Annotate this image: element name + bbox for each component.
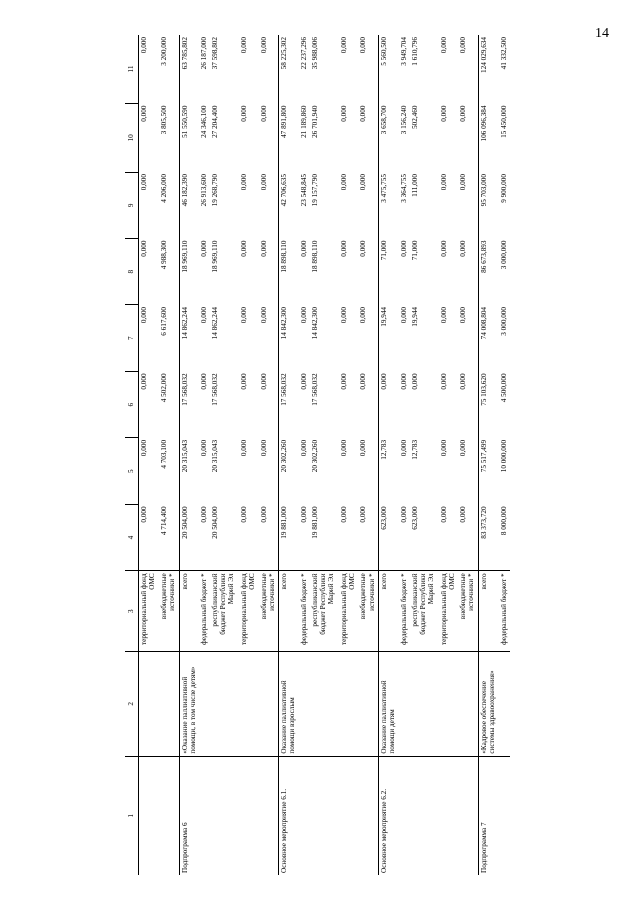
table-row (379, 35, 399, 875)
value-cell: 0,000 (200, 373, 209, 390)
value-cell: 124 029,634 (479, 35, 499, 104)
value-cell: 0,000 (459, 174, 468, 191)
program-title-cell: «Кадровое обеспечение системы здравоохранения» (479, 651, 499, 756)
program-name-cell: Основное мероприятие 6.2. (379, 756, 399, 875)
program-title-cell: «Оказание паллиативной помощи, в том числе детям» (179, 651, 199, 756)
value-cell: 18 898,110 (311, 240, 320, 273)
value-cell: 0,000 (439, 439, 448, 457)
value-cell: 24 346,100 (200, 105, 209, 138)
value-cell: 0,000 (359, 373, 368, 390)
value-cell: 0,000 (400, 240, 409, 257)
value-cell: 0,000 (140, 306, 148, 324)
value-cell: 41 332,500 (499, 37, 508, 70)
program-name-cell (199, 756, 210, 875)
program-name-cell (239, 756, 259, 875)
program-name-cell (410, 756, 439, 875)
column-header: 6 (125, 371, 139, 437)
value-cell: 1 610,796 (411, 37, 419, 66)
table-row (239, 35, 259, 875)
value-cell: 71,000 (411, 240, 419, 261)
funding-source-cell: территориальный фонд ОМС (339, 571, 359, 652)
value-cell: 623,000 (379, 504, 399, 570)
value-cell: 0,000 (439, 240, 448, 257)
value-cell: 15 450,000 (499, 105, 508, 138)
column-header: 1 (125, 756, 139, 875)
value-cell: 0,000 (259, 105, 268, 122)
program-name-cell (310, 756, 339, 875)
value-cell: 26 187,000 (200, 37, 209, 70)
value-cell: 19 157,790 (311, 174, 320, 207)
table-row (399, 35, 410, 875)
funding-source-cell: внебюджетные источники * (159, 571, 179, 652)
value-cell: 3 475,755 (379, 172, 399, 238)
value-cell: 0,000 (339, 174, 348, 191)
program-name-cell: Подпрограмма 7 (479, 756, 499, 875)
value-cell: 0,000 (359, 439, 368, 457)
program-title-cell (159, 651, 179, 756)
funding-source-cell: республиканский бюджет Республики Марий Эл (410, 571, 439, 652)
value-cell: 18 969,110 (211, 240, 220, 273)
value-cell: 6 617,600 (159, 306, 168, 336)
value-cell: 0,000 (200, 439, 209, 457)
value-cell: 4 714,400 (159, 506, 168, 536)
value-cell: 19,944 (411, 306, 419, 327)
value-cell: 19 881,000 (279, 504, 299, 570)
value-cell: 3 156,240 (400, 105, 409, 135)
value-cell: 0,000 (239, 506, 248, 523)
value-cell: 19 268,790 (211, 174, 220, 207)
program-name-cell (499, 756, 510, 875)
value-cell: 51 550,590 (179, 104, 199, 172)
value-cell: 0,000 (439, 306, 448, 324)
value-cell: 20 302,260 (311, 439, 320, 473)
value-cell: 0,000 (140, 240, 148, 257)
page-number: 14 (595, 26, 609, 41)
funding-source-cell: федеральный бюджет * (199, 571, 210, 652)
value-cell: 42 706,635 (279, 172, 299, 238)
value-cell: 0,000 (140, 373, 148, 390)
funding-source-cell: внебюджетные источники * (458, 571, 478, 652)
value-cell: 18 969,110 (179, 239, 199, 305)
table-row (299, 35, 310, 875)
value-cell: 0,000 (339, 240, 348, 257)
value-cell: 35 988,006 (311, 37, 320, 70)
table-row (279, 35, 299, 875)
program-title-cell (299, 651, 310, 756)
value-cell: 111,000 (411, 174, 419, 197)
value-cell: 0,000 (339, 105, 348, 122)
value-cell: 74 008,804 (479, 305, 499, 371)
value-cell: 0,000 (439, 373, 448, 390)
value-cell: 10 000,000 (499, 439, 508, 473)
value-cell: 75 103,620 (479, 371, 499, 437)
value-cell: 21 189,860 (300, 105, 309, 138)
program-name-cell (139, 756, 159, 875)
value-cell: 0,000 (239, 439, 248, 457)
value-cell: 0,000 (359, 174, 368, 191)
value-cell: 4 500,000 (499, 373, 508, 403)
table-row (259, 35, 279, 875)
program-title-cell: Оказание паллиативной помощи детям (379, 651, 399, 756)
funding-source-cell: всего (479, 571, 499, 652)
table-row (439, 35, 459, 875)
rotated-table-container (125, 35, 510, 875)
value-cell: 3 000,000 (499, 306, 508, 336)
column-header: 8 (125, 239, 139, 305)
value-cell: 14 842,300 (311, 306, 320, 340)
value-cell: 0,000 (359, 506, 368, 523)
value-cell: 4 988,300 (159, 240, 168, 270)
value-cell: 0,000 (300, 240, 309, 257)
value-cell: 0,000 (259, 439, 268, 457)
value-cell: 47 891,800 (279, 104, 299, 172)
program-name-cell (210, 756, 239, 875)
value-cell: 3 658,700 (379, 104, 399, 172)
value-cell: 0,000 (339, 37, 348, 54)
value-cell: 20 504,000 (211, 506, 220, 539)
program-title-cell (458, 651, 478, 756)
table-header-row (125, 35, 139, 875)
value-cell: 0,000 (200, 306, 209, 324)
program-name-cell (439, 756, 459, 875)
program-name-cell (458, 756, 478, 875)
funding-source-cell: всего (279, 571, 299, 652)
program-name-cell (259, 756, 279, 875)
table-row (210, 35, 239, 875)
value-cell: 0,000 (459, 306, 468, 324)
value-cell: 17 568,032 (211, 373, 220, 406)
value-cell: 0,000 (239, 373, 248, 390)
value-cell: 0,000 (459, 105, 468, 122)
funding-source-cell: республиканский бюджет Республики Марий Эл (210, 571, 239, 652)
value-cell: 20 315,043 (211, 439, 220, 473)
value-cell: 0,000 (140, 105, 148, 122)
funding-source-cell: федеральный бюджет * (399, 571, 410, 652)
value-cell: 0,000 (459, 240, 468, 257)
funding-source-cell: территориальный фонд ОМС (439, 571, 459, 652)
value-cell: 12,783 (411, 439, 419, 460)
table-row (199, 35, 210, 875)
table-body (139, 35, 511, 875)
column-header: 9 (125, 172, 139, 238)
program-name-cell (339, 756, 359, 875)
budget-table (125, 35, 510, 875)
value-cell: 0,000 (339, 306, 348, 324)
program-name-cell (299, 756, 310, 875)
value-cell: 19 881,000 (311, 506, 320, 539)
column-header: 2 (125, 651, 139, 756)
value-cell: 0,000 (259, 240, 268, 257)
funding-source-cell: внебюджетные источники * (259, 571, 279, 652)
program-title-cell (439, 651, 459, 756)
program-title-cell (410, 651, 439, 756)
value-cell: 0,000 (359, 37, 368, 54)
value-cell: 18 898,110 (279, 239, 299, 305)
funding-source-cell: всего (179, 571, 199, 652)
program-title-cell: Оказание паллиативной помощи взрослым (279, 651, 299, 756)
value-cell: 58 225,302 (279, 35, 299, 104)
value-cell: 8 000,000 (499, 506, 508, 536)
value-cell: 0,000 (339, 439, 348, 457)
value-cell: 3 949,704 (400, 37, 409, 66)
value-cell: 26 913,600 (200, 174, 209, 207)
value-cell: 0,000 (239, 37, 248, 54)
value-cell: 17 568,032 (311, 373, 320, 406)
value-cell: 63 785,802 (179, 35, 199, 104)
value-cell: 0,000 (140, 37, 148, 54)
table-row (479, 35, 499, 875)
funding-source-cell: республиканский бюджет Республики Марий Эл (310, 571, 339, 652)
value-cell: 0,000 (439, 506, 448, 523)
value-cell: 0,000 (300, 306, 309, 324)
value-cell: 0,000 (140, 506, 148, 523)
column-header: 11 (125, 35, 139, 104)
funding-source-cell: внебюджетные источники * (358, 571, 378, 652)
value-cell: 95 703,000 (479, 172, 499, 238)
value-cell: 4 502,000 (159, 373, 168, 403)
value-cell: 0,000 (339, 506, 348, 523)
program-title-cell (399, 651, 410, 756)
funding-source-cell: территориальный фонд ОМС (139, 571, 159, 652)
value-cell: 0,000 (239, 105, 248, 122)
value-cell: 0,000 (400, 506, 409, 523)
program-name-cell: Подпрограмма 6 (179, 756, 199, 875)
table-row (499, 35, 510, 875)
value-cell: 46 182,390 (179, 172, 199, 238)
program-title-cell (139, 651, 159, 756)
value-cell: 0,000 (259, 174, 268, 191)
program-title-cell (210, 651, 239, 756)
column-header: 7 (125, 305, 139, 371)
value-cell: 0,000 (459, 439, 468, 457)
value-cell: 14 862,244 (179, 305, 199, 371)
program-title-cell (339, 651, 359, 756)
value-cell: 106 096,384 (479, 104, 499, 172)
value-cell: 0,000 (259, 506, 268, 523)
value-cell: 0,000 (259, 306, 268, 324)
value-cell: 0,000 (300, 506, 309, 523)
value-cell: 14 842,300 (279, 305, 299, 371)
value-cell: 0,000 (239, 306, 248, 324)
value-cell: 26 701,940 (311, 105, 320, 138)
value-cell: 0,000 (459, 373, 468, 390)
value-cell: 0,000 (140, 174, 148, 191)
table-row (410, 35, 439, 875)
program-name-cell (399, 756, 410, 875)
value-cell: 4 703,100 (159, 439, 168, 469)
value-cell: 0,000 (400, 439, 409, 457)
value-cell: 19,944 (379, 305, 399, 371)
table-row (159, 35, 179, 875)
column-header: 4 (125, 504, 139, 570)
value-cell: 0,000 (439, 105, 448, 122)
value-cell: 27 204,400 (211, 105, 220, 138)
value-cell: 20 302,260 (279, 438, 299, 504)
value-cell: 0,000 (339, 373, 348, 390)
value-cell: 17 568,032 (279, 371, 299, 437)
value-cell: 0,000 (459, 37, 468, 54)
program-name-cell (358, 756, 378, 875)
value-cell: 9 900,000 (499, 174, 508, 203)
program-title-cell (310, 651, 339, 756)
funding-source-cell: федеральный бюджет * (499, 571, 510, 652)
program-title-cell (499, 651, 510, 756)
value-cell: 0,000 (400, 306, 409, 324)
value-cell: 0,000 (239, 240, 248, 257)
table-row (339, 35, 359, 875)
value-cell: 12,783 (379, 438, 399, 504)
value-cell: 0,000 (359, 240, 368, 257)
value-cell: 0,000 (300, 373, 309, 390)
value-cell: 0,000 (359, 306, 368, 324)
value-cell: 502,460 (411, 105, 419, 129)
value-cell: 75 517,499 (479, 438, 499, 504)
funding-source-cell: территориальный фонд ОМС (239, 571, 259, 652)
program-title-cell (199, 651, 210, 756)
funding-source-cell: всего (379, 571, 399, 652)
program-name-cell (159, 756, 179, 875)
value-cell: 0,000 (259, 373, 268, 390)
value-cell: 14 862,244 (211, 306, 220, 340)
value-cell: 0,000 (259, 37, 268, 54)
program-title-cell (239, 651, 259, 756)
table-row (358, 35, 378, 875)
value-cell: 0,000 (140, 439, 148, 457)
value-cell: 0,000 (200, 240, 209, 257)
value-cell: 0,000 (239, 174, 248, 191)
column-header: 5 (125, 438, 139, 504)
table-row (139, 35, 159, 875)
value-cell: 4 206,000 (159, 174, 168, 203)
program-name-cell: Основное мероприятие 6.1. (279, 756, 299, 875)
program-title-cell (358, 651, 378, 756)
value-cell: 5 560,500 (379, 35, 399, 104)
column-header: 3 (125, 571, 139, 652)
table-row (179, 35, 199, 875)
value-cell: 71,000 (379, 239, 399, 305)
value-cell: 0,000 (439, 174, 448, 191)
value-cell: 22 237,296 (300, 37, 309, 70)
column-header: 10 (125, 104, 139, 172)
value-cell: 37 598,802 (211, 37, 220, 70)
table-row (458, 35, 478, 875)
value-cell: 23 548,845 (300, 174, 309, 207)
value-cell: 86 673,893 (479, 239, 499, 305)
value-cell: 17 568,032 (179, 371, 199, 437)
value-cell: 0,000 (359, 105, 368, 122)
value-cell: 0,000 (379, 371, 399, 437)
table-row (310, 35, 339, 875)
value-cell: 20 315,043 (179, 438, 199, 504)
value-cell: 3 200,000 (159, 37, 168, 66)
funding-source-cell: федеральный бюджет * (299, 571, 310, 652)
value-cell: 0,000 (411, 373, 419, 390)
value-cell: 0,000 (200, 506, 209, 523)
value-cell: 0,000 (400, 373, 409, 390)
value-cell: 0,000 (300, 439, 309, 457)
value-cell: 20 504,000 (179, 504, 199, 570)
value-cell: 623,000 (411, 506, 419, 530)
value-cell: 3 364,755 (400, 174, 409, 203)
program-title-cell (259, 651, 279, 756)
value-cell: 3 805,500 (159, 105, 168, 135)
value-cell: 83 373,720 (479, 504, 499, 570)
value-cell: 0,000 (439, 37, 448, 54)
value-cell: 0,000 (459, 506, 468, 523)
value-cell: 3 000,000 (499, 240, 508, 270)
